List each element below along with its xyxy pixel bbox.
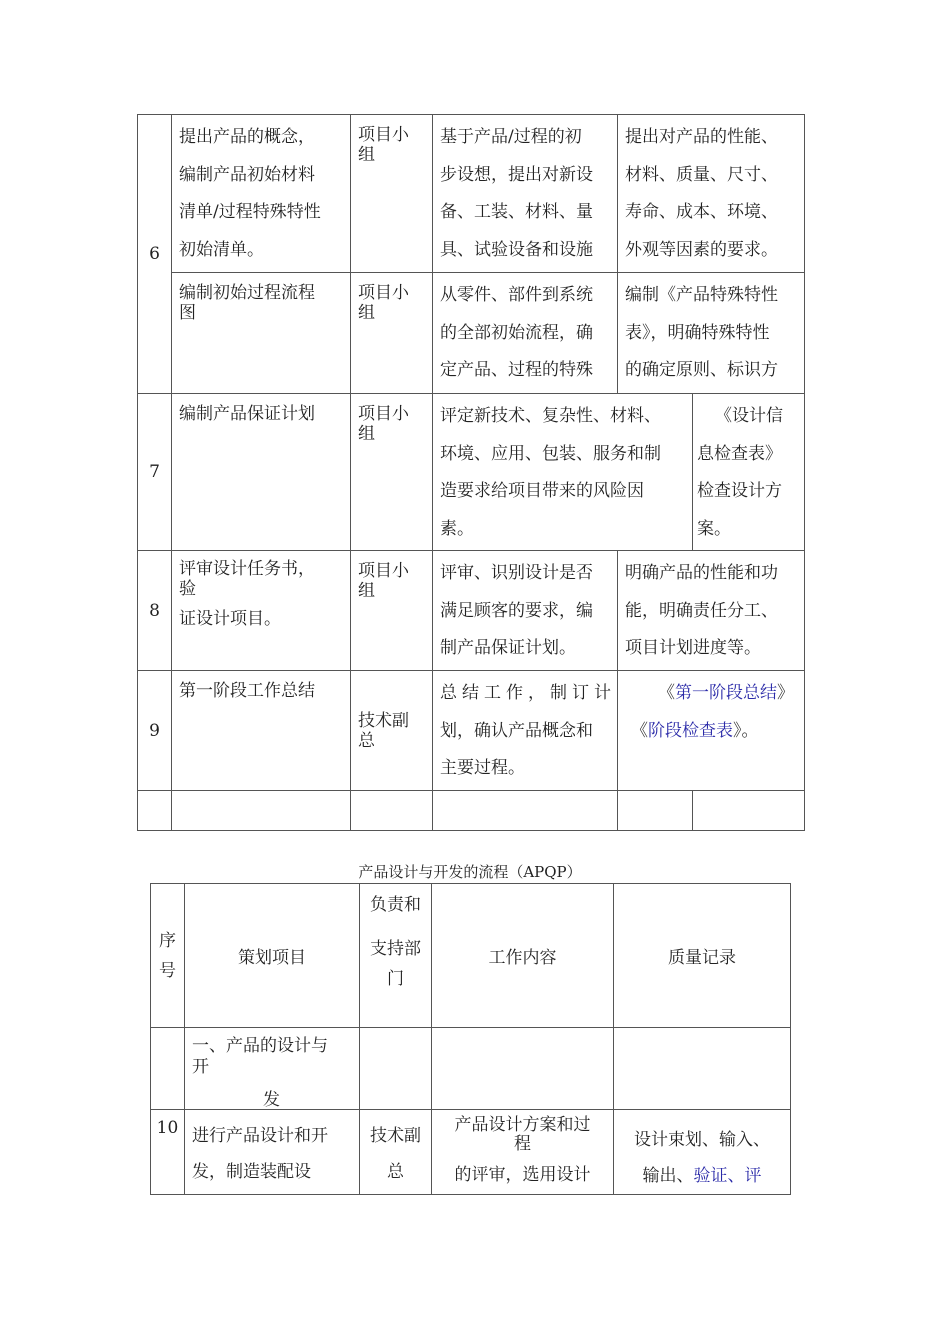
text-line: 产品设计方案和过 xyxy=(454,1115,591,1135)
bracket-open: 《 xyxy=(631,720,648,741)
text-line: 序 xyxy=(159,930,176,951)
text-line: 编制产品初始材料 xyxy=(179,164,315,185)
text-line: 评定新技术、复杂性、材料、 xyxy=(440,406,661,426)
header-department xyxy=(360,884,432,1028)
bracket-close: 》 xyxy=(777,683,794,703)
text-line: 图 xyxy=(179,303,196,323)
table-header-row xyxy=(151,884,791,1028)
table-row-empty xyxy=(138,791,805,831)
text-segment: 输出、 xyxy=(642,1166,694,1186)
text-line: 开 xyxy=(192,1057,209,1077)
text-line: 息检查表》 xyxy=(697,443,782,464)
planning-item-cell xyxy=(172,115,351,273)
process-table-continued xyxy=(137,114,805,831)
text-line: 技术副 xyxy=(358,711,409,731)
text-line: 编制《产品特殊特性 xyxy=(625,285,778,305)
bracket-open: 《 xyxy=(658,683,675,703)
text-line: 评审设计任务书， xyxy=(179,559,315,579)
planning-item-cell: 第一阶段工作总结 xyxy=(172,671,351,791)
text-line: 组 xyxy=(358,303,375,323)
work-content-cell xyxy=(433,551,618,671)
text-line: 主要过程。 xyxy=(440,758,525,778)
text-line: 造要求给项目带来的风险因 xyxy=(440,481,644,501)
text-line: 划，确认产品概念和 xyxy=(440,720,593,741)
text-line: 支持部 xyxy=(370,939,421,959)
text-line: 程 xyxy=(514,1134,531,1154)
empty-cell xyxy=(360,1028,432,1110)
text-line: 进行产品设计和开 xyxy=(192,1126,328,1146)
quality-record-cell xyxy=(614,1110,791,1195)
empty-cell xyxy=(693,791,805,831)
row-number: 7 xyxy=(138,394,172,551)
planning-item-cell: 编制产品保证计划 xyxy=(172,394,351,551)
empty-cell xyxy=(614,1028,791,1110)
quality-record-cell xyxy=(618,551,805,671)
work-content-cell xyxy=(433,115,618,273)
text-line: 总结工作，制订计 xyxy=(440,683,611,703)
work-content-cell xyxy=(432,1110,614,1195)
text-line: 组 xyxy=(358,424,375,444)
text-line: 评审、识别设计是否 xyxy=(440,563,593,583)
section-row xyxy=(151,1028,791,1110)
text-line: 具、试验设备和设施 xyxy=(440,239,593,260)
empty-cell xyxy=(138,791,172,831)
text-line: 备、工装、材料、量 xyxy=(440,202,593,222)
header-quality-record: 质量记录 xyxy=(614,884,791,1028)
text-line: 检查设计方 xyxy=(697,481,782,501)
text-line: 的评审，选用设计 xyxy=(454,1165,591,1185)
table-row xyxy=(138,671,805,791)
text-line: 组 xyxy=(358,581,375,601)
department-cell xyxy=(351,551,433,671)
text-line: 号 xyxy=(159,960,176,981)
text-line: 环境、应用、包装、服务和制 xyxy=(440,443,661,464)
text-line: 负责和 xyxy=(370,895,421,915)
verification-link[interactable]: 验证 xyxy=(693,1166,728,1186)
text-line: 定产品、过程的特殊 xyxy=(440,360,593,380)
header-number xyxy=(151,884,185,1028)
text-line: 项目小 xyxy=(358,283,409,303)
planning-item-cell xyxy=(172,551,351,671)
text-line xyxy=(614,1158,790,1194)
apqp-process-table xyxy=(150,883,791,1195)
text-line: 步设想，提出对新设 xyxy=(440,164,593,185)
header-work-content: 工作内容 xyxy=(432,884,614,1028)
department-cell xyxy=(360,1110,432,1195)
text-line: 清单/过程特殊特性 xyxy=(179,202,321,222)
text-line: 技术副 xyxy=(370,1126,421,1146)
row-number: 10 xyxy=(151,1110,185,1195)
row-number: 8 xyxy=(138,551,172,671)
text-line: 初始清单。 xyxy=(179,239,264,260)
text-line: 发 xyxy=(263,1090,280,1110)
text-line: 明确产品的性能和功 xyxy=(625,563,778,583)
text-line: 表》，明确特殊特性 xyxy=(625,322,770,343)
text-line: 证设计项目。 xyxy=(179,609,281,629)
text-line: 门 xyxy=(387,969,404,989)
table-row xyxy=(138,394,805,551)
text-line: 项目小 xyxy=(358,125,409,145)
text-line: 满足顾客的要求，编 xyxy=(440,600,593,621)
text-line: 的全部初始流程，确 xyxy=(440,322,593,343)
text-line: 项目计划进度等。 xyxy=(625,638,761,658)
text-line: 总 xyxy=(358,731,375,751)
bracket-close: 》。 xyxy=(733,720,759,741)
text-line: 寿命、成本、环境、 xyxy=(625,202,778,222)
quality-record-cell xyxy=(618,115,805,273)
text-line: 提出对产品的性能、 xyxy=(625,127,778,147)
text-line: 总 xyxy=(387,1162,404,1182)
empty-cell xyxy=(433,791,618,831)
review-link[interactable]: 评 xyxy=(744,1166,762,1186)
header-planning-item: 策划项目 xyxy=(185,884,360,1028)
text-line: 提出产品的概念， xyxy=(179,127,315,147)
text-line: 材料、质量、尺寸、 xyxy=(625,164,778,185)
empty-cell xyxy=(172,791,351,831)
text-line: 的确定原则、标识方 xyxy=(625,360,778,380)
table-row xyxy=(138,551,805,671)
text-line: 从零件、部件到系统 xyxy=(440,285,593,305)
work-content-cell xyxy=(433,273,618,394)
text-segment: 、 xyxy=(727,1166,745,1186)
department-cell xyxy=(351,115,433,273)
planning-item-cell xyxy=(185,1110,360,1195)
department-cell xyxy=(351,394,433,551)
text-line: 案。 xyxy=(697,518,731,539)
text-line: 《设计信 xyxy=(715,406,783,426)
text-line xyxy=(625,675,798,713)
table-row xyxy=(151,1110,791,1195)
text-line: 基于产品/过程的初 xyxy=(440,127,582,147)
section-title-cell xyxy=(185,1028,360,1110)
text-line: 一、产品的设计与 xyxy=(192,1036,328,1056)
text-line: 组 xyxy=(358,145,375,165)
row-number: 9 xyxy=(138,671,172,791)
row-number: 6 xyxy=(138,115,172,394)
department-cell xyxy=(351,671,433,791)
table-caption: 产品设计与开发的流程（APQP） xyxy=(358,863,582,881)
planning-item-cell xyxy=(172,273,351,394)
text-line: 项目小 xyxy=(358,561,409,581)
work-content-cell xyxy=(433,394,693,551)
text-line: 发，制造装配设 xyxy=(192,1162,311,1182)
text-line: 外观等因素的要求。 xyxy=(625,239,778,260)
text-line: 素。 xyxy=(440,518,474,539)
table-row xyxy=(138,115,805,273)
text-line: 编制初始过程流程 xyxy=(179,283,315,303)
text-line: 制产品保证计划。 xyxy=(440,638,576,658)
quality-record-cell xyxy=(618,273,805,394)
table-row xyxy=(138,273,805,394)
text-line xyxy=(625,713,798,751)
text-line: 验 xyxy=(179,579,196,599)
quality-record-cell xyxy=(618,671,805,791)
work-content-cell xyxy=(433,671,618,791)
stage-checklist-link[interactable]: 阶段检查表 xyxy=(648,720,733,741)
empty-cell xyxy=(151,1028,185,1110)
empty-cell xyxy=(351,791,433,831)
text-line: 设计束划、输入、 xyxy=(634,1130,770,1150)
empty-cell xyxy=(432,1028,614,1110)
text-line: 项目小 xyxy=(358,404,409,424)
quality-record-cell xyxy=(693,394,805,551)
empty-cell xyxy=(618,791,693,831)
department-cell xyxy=(351,273,433,394)
stage-summary-link[interactable]: 第一阶段总结 xyxy=(675,683,777,703)
text-line: 能，明确责任分工、 xyxy=(625,600,778,621)
